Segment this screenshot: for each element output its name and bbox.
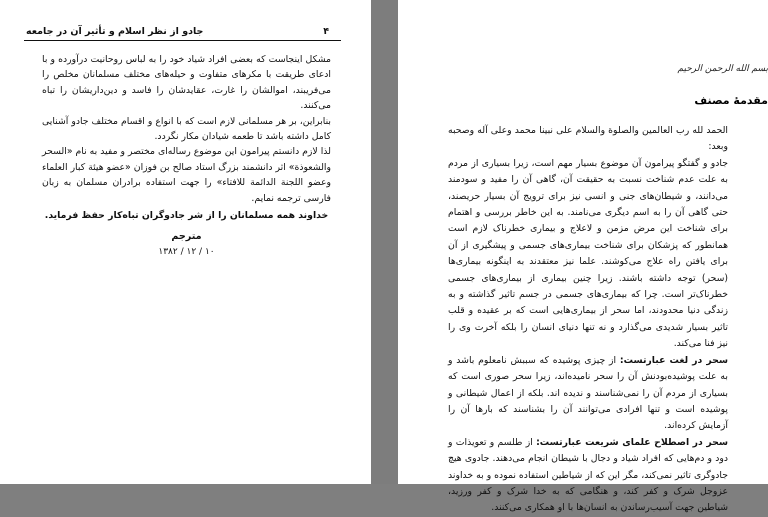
paragraph: بنابراین، بر هر مسلمانی لازم است که با انواع و اقسام مختلف جادو آشنایی کامل داشته باشد تا طعمه شیادان مکار نگردد. — [42, 115, 331, 143]
definition-text: از طلسم و تعویذات و دود و دم‌هایی که افراد شیاد و دجال با شیطان انجام می‌دهند. جادوی هیچ جادوگری تاثیر نمی‌کند، مگر این که از شیاطین استفاده نموده و به خداوند عزوجل شرک و کفر کند، و هنگامی که به خدا شرک و کفر ورزید، شیاطین جهت آسیب‌رساندن به انسان‌ها با او همکاری می‌کنند. — [448, 436, 728, 514]
page-gutter — [371, 0, 398, 484]
paragraph: لذا لازم دانستم پیرامون این موضوع رساله‌ای مختصر و مفید به نام «السحر والشعوذة» اثر دانشمند بزرگ استاد صالح بن فوزان «عضو هیئة کبار العلماء وعضو اللجنة الدائمة للافتاء» را جهت استفاده برادران مسلمان به زبان فارسی ترجمه نمایم. — [42, 146, 331, 204]
section-title: مقدمهٔ مصنف — [694, 94, 768, 107]
paragraph — [448, 353, 728, 435]
paragraph — [448, 435, 728, 517]
definition-text: از چیزی پوشیده که سببش نامعلوم باشد و به علت پوشیده‌بودنش آن را سحر نامیده‌اند، زیرا سحر صوری است که بسیاری از مردم آن را نمی‌شناسند و ندیده اند. بلکه از اعمال شیطانی و پوشیده است و تنها افرادی می‌توانند آن را بشناسند که بارها آن را آزمایش کرده‌اند. — [448, 354, 728, 432]
paragraph: جادو و گفتگو پیرامون آن موضوع بسیار مهم است، زیرا بسیاری از مردم به علت عدم شناخت نسبت به حقیقت آن، گاهی آن را مفید و سودمند می‌دانند، و شیطان‌های جنی و انسی نیز برای ترویج آن بسیار حریصند، حتی گاهی آن را به اسم دیگری می‌نامند. به این خاطر بررسی و اهتمام برای شناخت این مرض مزمن و لاعلاج و بیماری خطرناک لازم است همانطور که پزشکان برای شناخت بیماری‌های جسمی و پیشگیری از آن برای یافتن راه علاج می‌کوشند. علما نیز معتقدند به اینگونه بیماری‌ها (سحر) توجه داشته باشند. زیرا چنین بیماری از بیماری‌های جسمی خطرناک‌تر است. چرا که بیماری‌های جسمی در جسم تاثیر گذاشته و به زندگی دنیا محدودند، اما سحر از بیماری‌هایی است که بر عقیده و قلب تاثیر بسیار شدیدی می‌گذارد و نه تنها دنیای انسان را بلکه آخرت وی را نیز فنا می‌کند. — [448, 157, 728, 350]
signoff: خداوند همه مسلمانان را از شر جادوگران تباه‌کار حفظ فرماید. — [44, 210, 329, 222]
left-page — [0, 0, 371, 484]
running-title: جادو از نظر اسلام و تأثیر آن در جامعه — [26, 26, 204, 37]
intro-line: الحمد لله رب العالمین والصلوة والسلام علی نبینا محمد وعلی آله وصحبه وبعد: — [448, 125, 728, 153]
right-page-body — [448, 123, 728, 517]
right-page — [398, 0, 768, 514]
definition-label: سحر در لغت عبارتست: — [619, 354, 728, 366]
definition-label: سحر در اصطلاح علمای شریعت عبارتست: — [536, 436, 728, 448]
date: ۱۰ / ۱۲ / ۱۳۸۲ — [158, 246, 215, 257]
page-number: ۴ — [323, 26, 329, 37]
page-header — [24, 24, 341, 41]
translator-label: مترجم — [171, 231, 202, 243]
basmala: بسم الله الرحمن الرحیم — [677, 64, 768, 74]
left-page-body — [42, 52, 331, 260]
paragraph: مشکل اینجاست که بعضی افراد شیاد خود را به لباس روحانیت درآورده و با ادعای طریقت با مکرهای متفاوت و حیله‌های مختلف مسلمانان مخلص را می‌فریبند، اموالشان را غارت، عقایدشان را فاسد و دین‌داریشان را تباه می‌کنند. — [42, 54, 331, 112]
